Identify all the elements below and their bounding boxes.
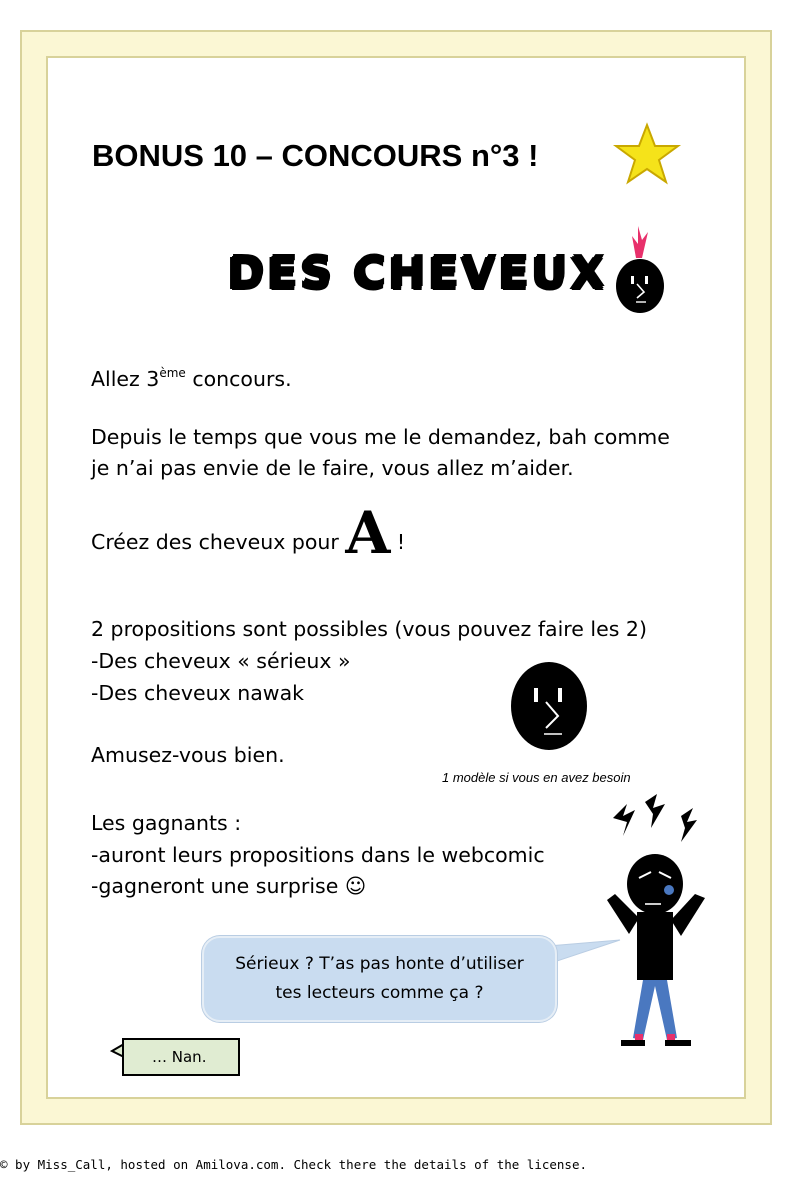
intro-sup: ème bbox=[159, 366, 186, 380]
winners-line3: -gagneront une surprise ☺ bbox=[91, 874, 367, 898]
angry-character-icon bbox=[593, 794, 733, 1074]
bubble-line2: tes lecteurs comme ça ? bbox=[275, 983, 484, 1003]
have-fun-text: Amusez-vous bien. bbox=[91, 743, 285, 767]
page-frame-outer bbox=[20, 30, 772, 1125]
create-text bbox=[91, 498, 405, 577]
para1-line2: je n’ai pas envie de le faire, vous allez m’aider. bbox=[91, 456, 574, 480]
model-caption: 1 modèle si vous en avez besoin bbox=[442, 770, 631, 785]
bubble-line1: Sérieux ? T’as pas honte d’utiliser bbox=[235, 954, 524, 974]
intro-after: concours. bbox=[185, 367, 292, 391]
propositions-line2: -Des cheveux « sérieux » bbox=[91, 649, 351, 673]
page-frame-inner bbox=[46, 56, 746, 1099]
reply-box: … Nan. bbox=[122, 1038, 240, 1076]
intro-before: Allez 3 bbox=[91, 367, 160, 391]
speech-bubble bbox=[202, 936, 557, 1022]
gothic-letter-a: A bbox=[345, 499, 391, 567]
create-before: Créez des cheveux pour bbox=[91, 530, 346, 554]
hair-title: DES CHEVEUX bbox=[228, 248, 608, 299]
page-title: BONUS 10 – CONCOURS n°3 ! bbox=[92, 138, 539, 173]
bomb-head-model-icon bbox=[504, 654, 594, 758]
intro-text bbox=[91, 358, 292, 395]
winners-line1: Les gagnants : bbox=[91, 811, 242, 835]
bomb-head-with-tuft-icon bbox=[608, 218, 668, 318]
winners-line2: -auront leurs propositions dans le webcomic bbox=[91, 843, 545, 867]
propositions-line1: 2 propositions sont possibles (vous pouvez faire les 2) bbox=[91, 617, 647, 641]
star-icon bbox=[612, 122, 682, 186]
propositions-line3: -Des cheveux nawak bbox=[91, 681, 305, 705]
create-after: ! bbox=[390, 530, 406, 554]
para1-line1: Depuis le temps que vous me le demandez, bah comme bbox=[91, 425, 670, 449]
footer-license: © by Miss_Call, hosted on Amilova.com. Check there the details of the license. bbox=[0, 1157, 587, 1172]
